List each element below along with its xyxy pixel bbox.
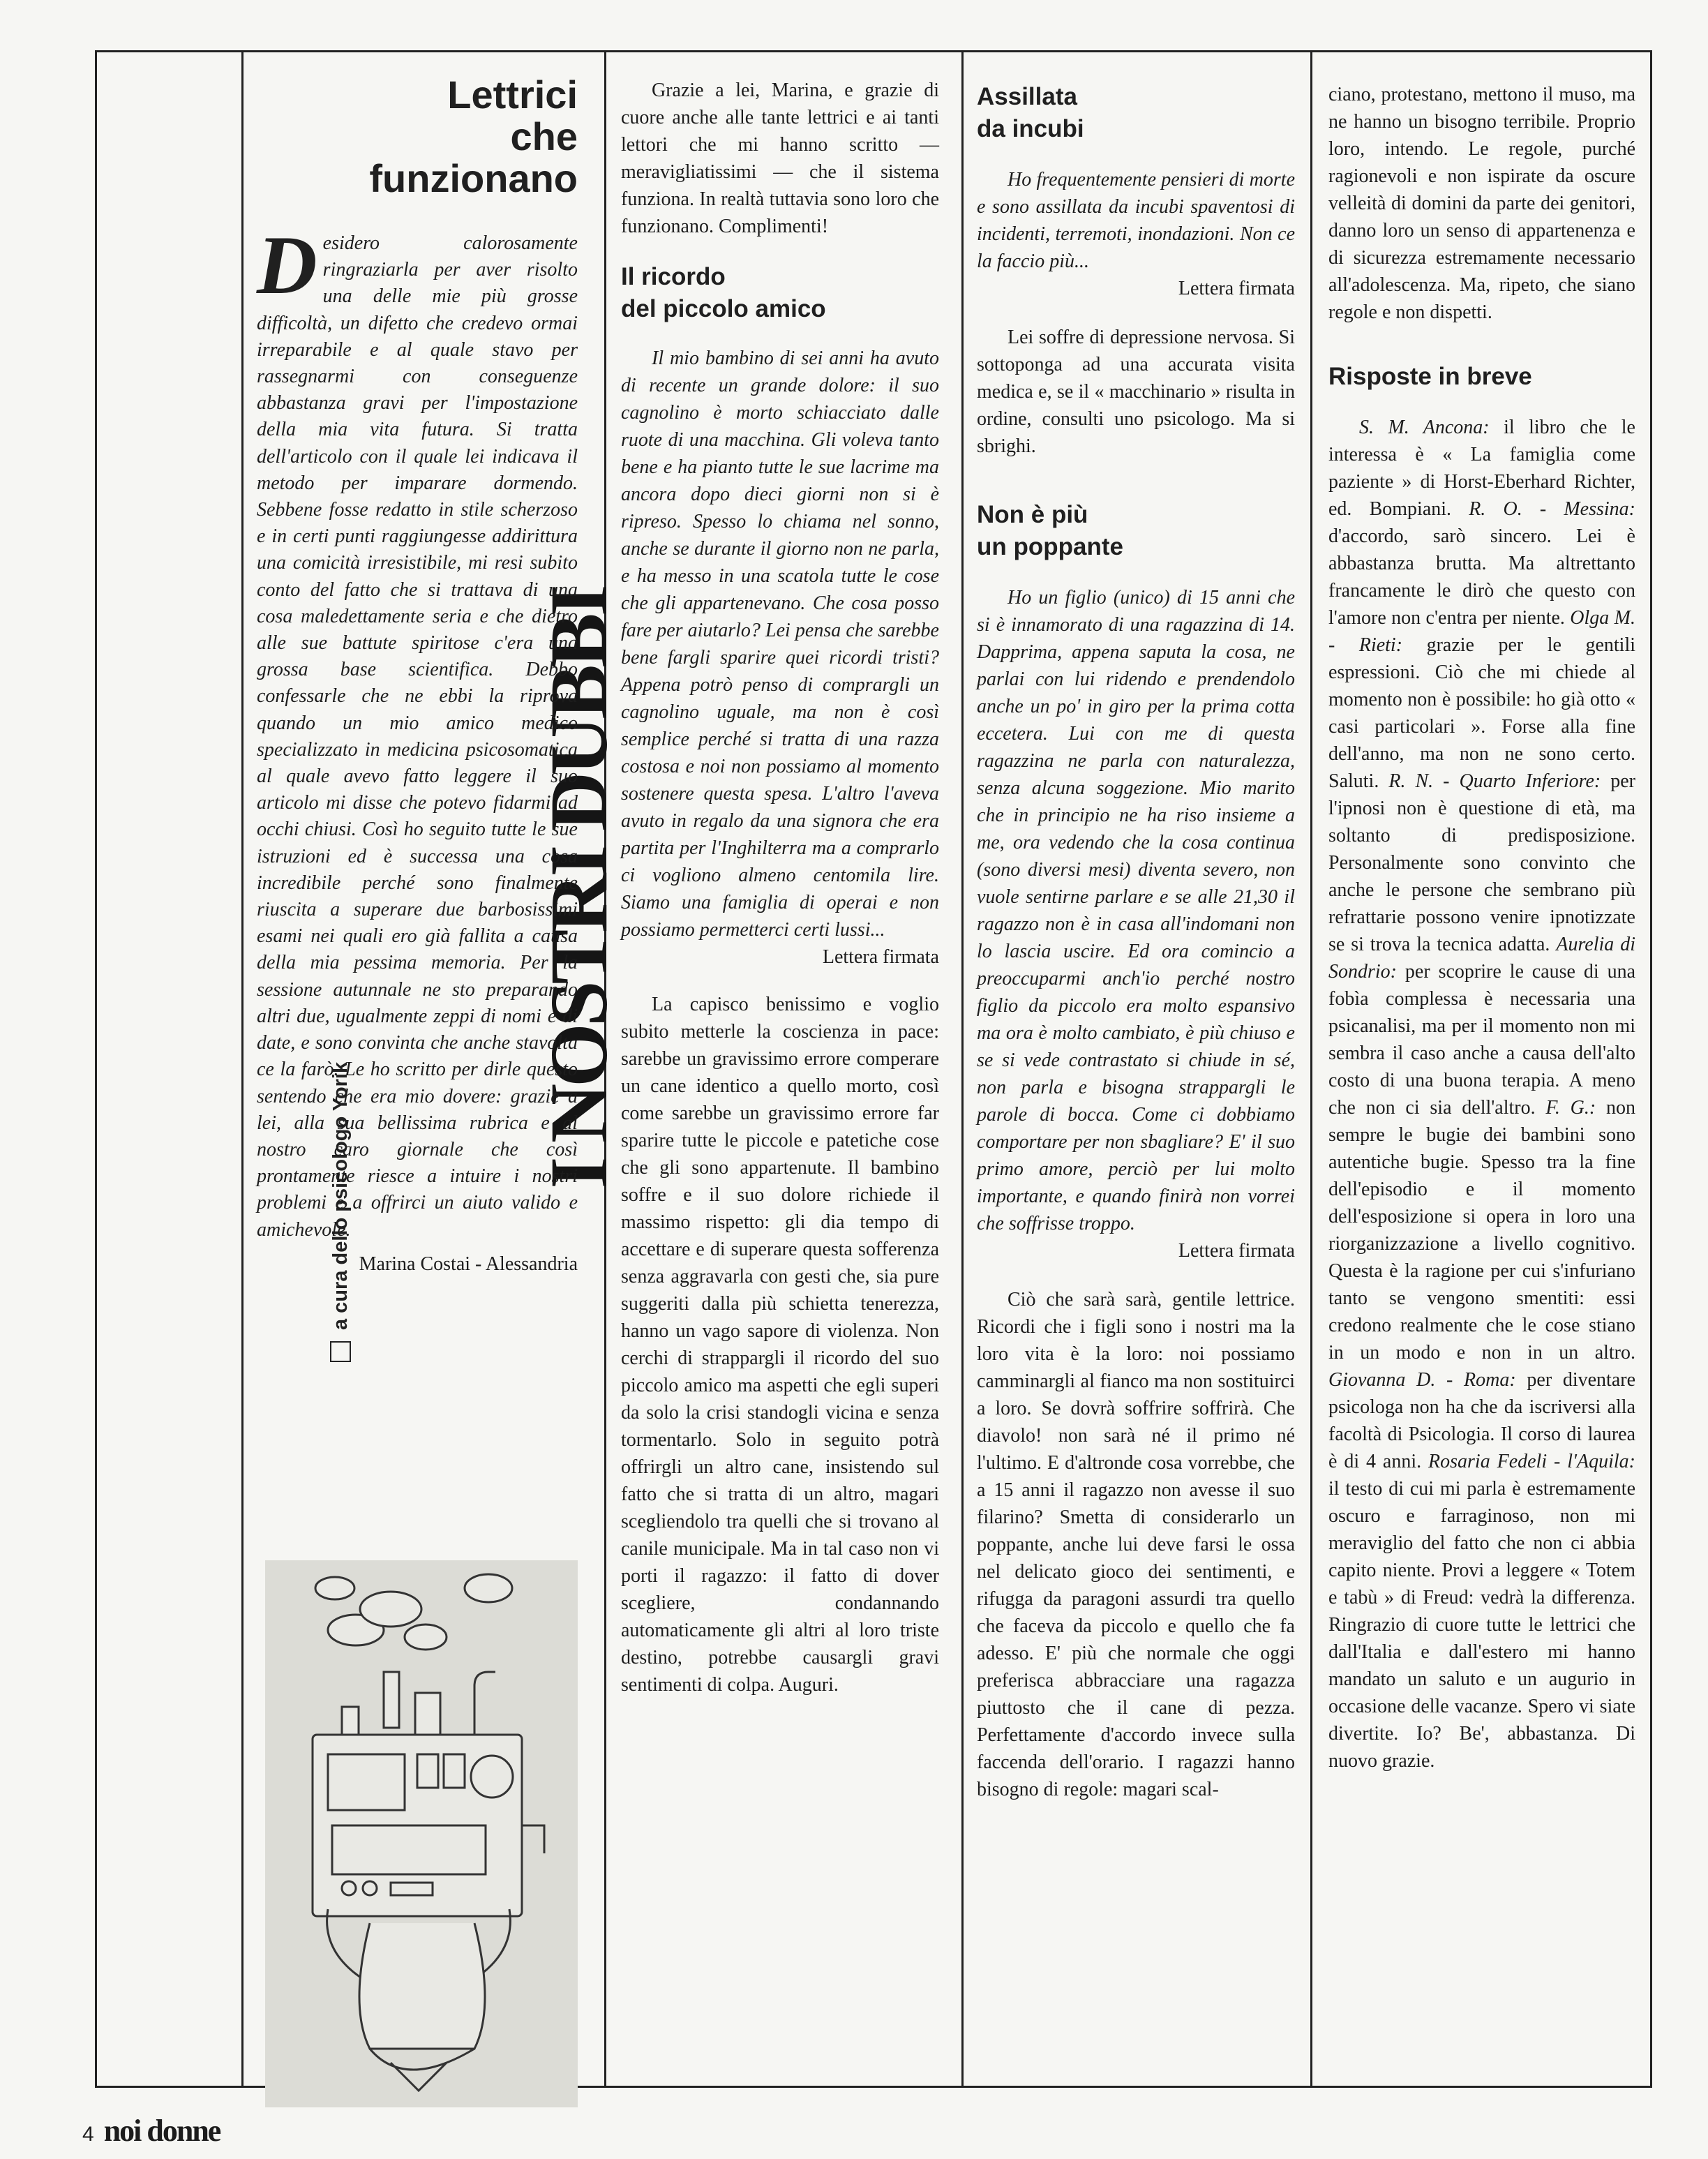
column-rule [961,50,964,2088]
column-1 [257,74,578,1278]
reply-text-continued: ciano, protestano, mettono il muso, ma ne hanno un bisogno terribile. Proprio loro, intendo. Le regole, purché ragionevoli e non ispirate da oscure velleità di domini da parte dei genitori, danno loro un senso di appartenenza e di sicurezza estremamente necessario all'adolescenza. Ma, ripeto, che siano regole e non dispetti. [1328,84,1635,323]
reader-name: Aurelia di Sondrio: [1328,934,1635,983]
letter-signature: Marina Costai - Alessandria [359,1253,578,1275]
short-answers: S. M. Ancona: il libro che le interessa è « La famiglia come paziente » di Horst-Eberhard Richter, ed. Bompiani. R. O. - Messina: d'accordo, sarò sincero. Lei è abbastanza brutta. Ma altrettanto francamente le dirò che questo con l'amore non c'entra per niente. Olga M. - Rieti: grazie per le gentili espressioni. Ciò che mi chiede al momento non è possibile: ho già otto « casi particolari ». Forse alla fine dell'anno, ma non ne sono certo. Saluti. R. N. - Quarto Inferiore: per l'ipnosi non è questione di età, ma soltanto di predisposizione. Personalmente sono convinto che anche le persone che sembrano più refrattarie possono venire ipnotizzate se si trova la tecnica adatta. Aurelia di Sondrio: per scoprire le cause di una fobìa complessa è necessaria una psicanalisi, ma per il momento non mi sembra il caso anche a causa dell'alto costo di una buona terapia. A meno che non ci sia dell'altro. F. G.: non sempre le bugie dei bambini sono autentiche bugie. Spesso tra la fine dell'episodio e il momento dell'esposizione si opera in loro una riorganizzazione a livello cognitivo. Questa è la ragione per cui s'infuriano tanto se vengono smentiti: essi credono realmente che le cose stiano in un modo e non in un altro. Giovanna D. - Roma: per diventare psicologa non ha che da iscriversi alla facoltà di Psicologia. Il corso di laurea è di 4 anni. Rosaria Fedeli - l'Aquila: il testo di cui mi parla è estremamente oscuro e farraginoso, non mi meraviglio del fatto che non ci abbia capito niente. Provi a leggere « Totem e tabù » di Freud: vedrà la differenza. Ringrazio di cuore tutte le lettrici che dall'Italia e dall'estero mi hanno mandato un saluto e un augurio in occasione delle vacanze. Spero vi siate divertite. Io? Be', abbastanza. Di nuovo grazie. [1328,417,1636,1772]
reader-name: Olga M. - Rieti: [1328,607,1636,656]
section-heading: Il ricordo del piccolo amico [621,263,826,322]
reply-text: Ciò che sarà sarà, gentile lettrice. Ricordi che i figli sono i nostri ma la loro vita è la loro: noi possiamo camminargli al fianco ma non sostituirci a loro. Se dovrà soffrire soffrirà. Che diavolo! non sarà né il primo né l'ultimo. E d'altronde cosa vorrebbe, che a 15 anni il ragazzo non avesse il suo filarino? Smetta di considerarlo un poppante, anche lui deve farsi le ossa nel delicato gioco dei sentimenti, e rifugga da paragoni assurdi tra quello che faceva da piccolo e quello che fa adesso. E' più che normale che oggi preferisca abbracciare una ragazza piuttosto che il cane di pezza. Perfettamente d'accordo invece sulla faccenda dell'orario. I ragazzi hanno bisogno di regole: magari scal- [977,1289,1295,1800]
machine-head-illustration [265,1560,578,2107]
byline: a cura dello psicologo Yorik [329,1061,352,1330]
drop-cap: D [257,218,317,311]
reply-text: La capisco benissimo e voglio subito metterle la coscienza in pace: sarebbe un gravissimo errore comperare un cane identico a quello morto, così come sarebbe un gravissimo errore far sparire tutte le piccole e patetiche cose che gli sono appartenute. Il bambino soffre e il suo dolore richiede il massimo rispetto: gli dia tempo di accettare e di superare questa sofferenza senza aggravarla con gesti che, sia pure suggeriti dalla più schietta tenerezza, hanno un vago sapore di violenza. Non cerchi di strappargli il ricordo del suo piccolo amico ma aspetti che egli superi da solo la crisi standogli vicina e senza tormentarlo. Solo in seguito potrà offrirgli un altro cane, insistendo sul fatto che si tratta di un altro, magari scegliendolo tra quelli che si trovano al canile municipale. Ma in tal caso non vi porti il ragazzo: il fatto di dover scegliere, condannando automaticamente gli altri al loro triste destino, potrebbe causargli gravi sentimenti di colpa. Auguri. [621,994,939,1696]
reader-name: Rosaria Fedeli - l'Aquila: [1428,1451,1635,1472]
reader-name: Giovanna D. - Roma: [1328,1369,1516,1391]
person-with-machine-head-icon [265,1560,578,2107]
column-rule [241,50,244,2088]
reply-text: Lei soffre di depressione nervosa. Si sottoponga ad una accurata visita medica e, se il « macchinario » risulta in ordine, consulti uno psicologo. Ma si sbrighi. [977,327,1295,457]
section-heading: Risposte in breve [1328,363,1532,390]
letter-signature: Lettera firmata [822,946,939,968]
column-2 [621,77,939,1698]
column-4 [1328,81,1635,1775]
reader-name: S. M. Ancona: [1359,417,1490,438]
column-3 [977,81,1295,1803]
letter-text: Ho frequentemente pensieri di morte e sono assillata da incubi spaventosi di incidenti, terremoti, inondazioni. Non ce la faccio più... [977,169,1295,272]
reader-name: R. O. - Messina: [1469,498,1635,520]
letter-text: Il mio bambino di sei anni ha avuto di recente un grande dolore: il suo cagnolino è morto schiacciato dalle ruote di una macchina. Gli voleva tanto bene e ha pianto tutte le sue lacrime ma ancora dopo dieci giorni non si è ripreso. Spesso lo chiama nel sonno, anche se durante il giorno non ne parla, e ha messo in una scatola tutte le cose che gli appartenevano. Che cosa posso fare per aiutarlo? Lei pensa che sarebbe bene fargli sparire quei ricordi tristi? Appena potrò penso di comprargli un cagnolino uguale, ma non è così semplice perché si tratta di una razza costosa e noi non possiamo al momento sostenere questa spesa. L'altro l'aveva avuto in regalo da una signora che era partita per l'Inghilterra ma a comprarlo ci vogliono almeno centomila lire. Siamo una famiglia di operai e non possiamo permetterci certi lussi... [621,348,939,941]
magazine-logo: noi donne [103,2114,220,2148]
checkbox-square-icon [330,1341,351,1362]
letter-text: Ho un figlio (unico) di 15 anni che si è innamorato di una ragazzina di 14. Dapprima, appena saputa la cosa, ne parlai con lui ridendo e prendendolo anche un po' in giro per la prima cotta eccetera. Lui con me di questa ragazzina ne parla con naturalezza, senza alcuna soggezione. Mio marito che in principio ne ha riso insieme a me, ora vedendo che la cosa continua (sono diversi mesi) diventa severo, non vuole sentirne parlare e se alle 21,30 il ragazzo non è in casa all'indomani non lo lascia uscire. Ed ora comincio a preoccuparmi anch'io perché nostro figlio da piccolo era molto espansivo ma ora è molto cambiato, è più chiuso e se si vede contrastato si chiude in sé, non parla e bisogna strappargli le parole di bocca. Come ci dobbiamo comportare per non sbagliare? E' il suo primo amore, perciò per lui molto importante, e quando finirà non vorrei che soffrisse troppo. [977,587,1295,1234]
column-rule [1310,50,1312,2088]
article-title: Lettrici che funzionano [369,73,578,200]
page-footer [82,2113,220,2149]
rubric-title: I NOSTRI DUBBI [533,588,624,1189]
page-number: 4 [82,2123,94,2146]
letter-signature: Lettera firmata [1178,1240,1295,1262]
reply-text: Grazie a lei, Marina, e grazie di cuore anche alle tante lettrici e ai tanti lettori che mi hanno scritto — meravigliatissimi — che il sistema funziona. In realtà tuttavia sono loro che funzionano. Complimenti! [621,80,939,237]
letter-signature: Lettera firmata [1178,278,1295,299]
reader-name: F. G.: [1545,1097,1596,1119]
reader-name: R. N. - Quarto Inferiore: [1388,770,1601,792]
letter-text: Desidero calorosamente ringraziarla per aver risolto una delle mie più grosse difficoltà, un difetto che credevo ormai irreparabile e al quale stavo per rassegnarmi con conseguenze abbastanza gravi per l'impostazione della mia vita futura. Si tratta dell'articolo con il quale lei indicava il metodo per imparare dormendo. Sebbene fosse redatto in stile scherzoso e in certi punti raggiungesse addirittura una comicità irresistibile, mi resi subito conto del fatto che si trattava di una cosa maledettamente seria e che dietro alle sue battute spiritose c'era una grossa base scientifica. Debbo confessarle che ne ebbi la riprova quando un mio amico medico specializzato in medicina psicosomatica al quale avevo fatto leggere il suo articolo mi disse che potevo fidarmi ad occhi chiusi. Così ho seguito tutte le sue istruzioni ed è successa una cosa incredibile perché sono finalmente riuscita a superare due barbosissimi esami nei quali ero già fallita a causa della mia pessima memoria. Per la sessione autunnale ne sto preparando altri due, ugualmente zeppi di nomi e di date, e sono convinta che anche stavolta ce la farò. Le ho scritto per dirle questo sentendo che era mio dovere: grazie a lei, alla sua bellissima rubrica e al nostro caro giornale che così prontamente riesce a intuire i nostri problemi e a offrirci un aiuto valido e amichevole. [257,218,578,1241]
section-heading: Assillata da incubi [977,83,1084,142]
section-heading: Non è più un poppante [977,501,1123,560]
